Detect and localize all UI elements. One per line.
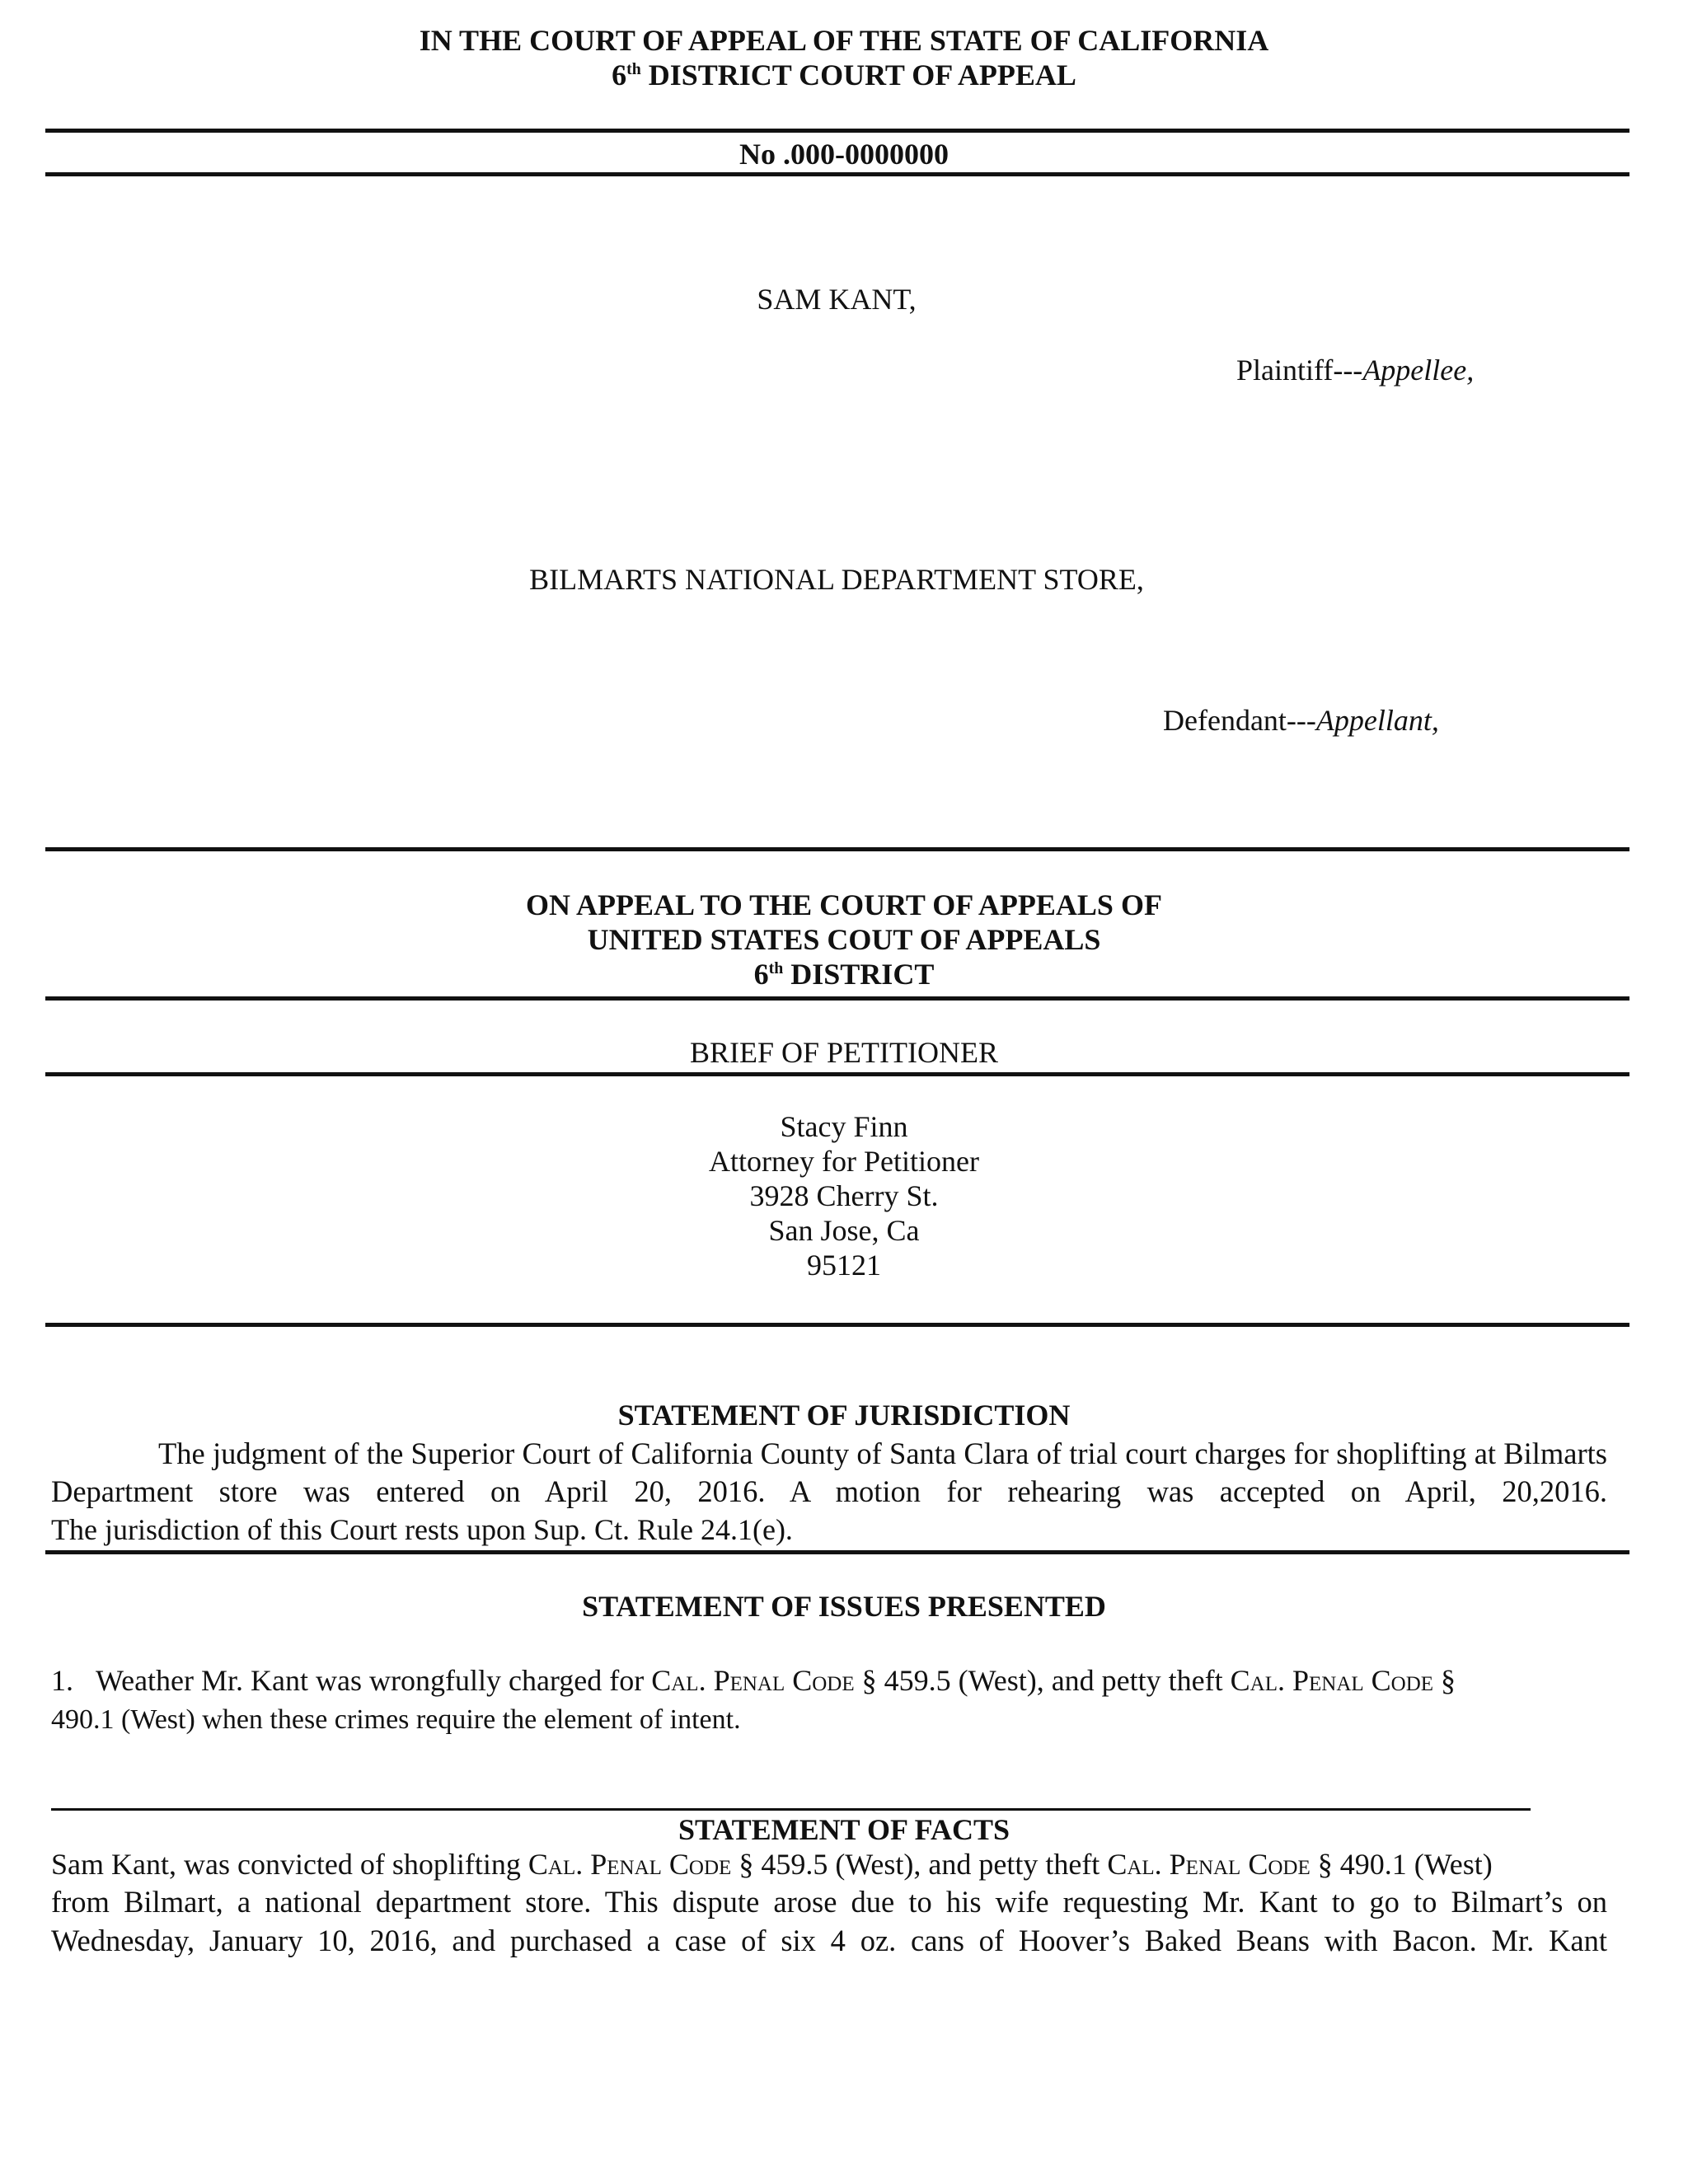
header-rule-bottom xyxy=(45,172,1629,176)
defendant-role-label: Defendant--- xyxy=(1163,704,1316,737)
issues-heading: STATEMENT OF ISSUES PRESENTED xyxy=(582,1590,1106,1623)
attorney-city: San Jose, Ca xyxy=(768,1214,920,1247)
facts-citation-2: Cal. Penal Code xyxy=(1107,1848,1311,1881)
issue-1-continued: 490.1 (West) when these crimes require the element of intent. xyxy=(51,1704,741,1735)
header-rule-top xyxy=(45,129,1629,133)
issues-rule xyxy=(51,1808,1531,1811)
plaintiff-role-label: Plaintiff--- xyxy=(1236,354,1363,387)
plaintiff-name: SAM KANT, xyxy=(757,283,917,316)
issue-number: 1. xyxy=(51,1664,73,1697)
defendant-role xyxy=(1163,703,1439,738)
attorney-street: 3928 Cherry St. xyxy=(749,1179,939,1212)
facts-citation-1: Cal. Penal Code xyxy=(528,1848,732,1881)
attorney-rule xyxy=(45,1323,1629,1327)
court-district xyxy=(0,58,1688,92)
jurisdiction-rule xyxy=(45,1550,1629,1554)
case-number: No .000-0000000 xyxy=(739,138,949,171)
facts-text-b: § 459.5 (West), and petty theft xyxy=(731,1848,1108,1881)
appeal-district-label: DISTRICT xyxy=(783,958,935,991)
brief-rule xyxy=(45,1072,1629,1076)
plaintiff-role-appellee: Appellee, xyxy=(1362,354,1475,387)
facts-text-c: § 490.1 (West) xyxy=(1310,1848,1493,1881)
defendant-name: BILMARTS NATIONAL DEPARTMENT STORE, xyxy=(529,563,1144,596)
brief-title: BRIEF OF PETITIONER xyxy=(689,1036,998,1069)
facts-heading: STATEMENT OF FACTS xyxy=(678,1813,1010,1846)
issue-citation-2: Cal. Penal Code xyxy=(1230,1664,1434,1697)
jurisdiction-paragraph: The judgment of the Superior Court of California County of Santa Clara of trial court charges for shoplifting at Bilmarts Department store was entered on April 20, 2016. A motion for rehearing was accepted on April, 20,2016. xyxy=(51,1436,1607,1508)
jurisdiction-last-line: The jurisdiction of this Court rests upon Sup. Ct. Rule 24.1(e). xyxy=(51,1513,793,1546)
attorney-title: Attorney for Petitioner xyxy=(709,1145,979,1178)
facts-line-2: from Bilmart, a national department store. This dispute arose due to his wife requesting Mr. Kant to go to Bilmart’s on xyxy=(51,1885,1607,1919)
appeal-district-number: 6 xyxy=(753,958,769,991)
district-label: DISTRICT COURT OF APPEAL xyxy=(640,59,1076,91)
issue-text-c: § xyxy=(1433,1664,1456,1697)
ordinal-suffix: th xyxy=(626,60,641,78)
issue-1 xyxy=(51,1663,1617,1698)
court-name: IN THE COURT OF APPEAL OF THE STATE OF CALIFORNIA xyxy=(419,24,1269,57)
jurisdiction-heading: STATEMENT OF JURISDICTION xyxy=(617,1399,1071,1432)
appeal-line-2: UNITED STATES COUT OF APPEALS xyxy=(587,923,1101,956)
facts-line-3: Wednesday, January 10, 2016, and purchased a case of six 4 oz. cans of Hoover’s Baked Beans with Bacon. Mr. Kant xyxy=(51,1924,1607,1957)
attorney-name: Stacy Finn xyxy=(780,1110,908,1143)
appeal-rule xyxy=(45,996,1629,1001)
parties-rule xyxy=(45,847,1629,851)
defendant-role-appellant: Appellant, xyxy=(1315,704,1439,737)
facts-line-1 xyxy=(51,1847,1493,1882)
attorney-zip: 95121 xyxy=(807,1249,881,1282)
appeal-line-1: ON APPEAL TO THE COURT OF APPEALS OF xyxy=(526,888,1162,921)
plaintiff-role xyxy=(1236,353,1474,387)
district-number: 6 xyxy=(612,59,627,91)
issue-text-b: § 459.5 (West), and petty theft xyxy=(854,1664,1231,1697)
appeal-ordinal-suffix: th xyxy=(768,959,784,977)
issue-text-a: Weather Mr. Kant was wrongfully charged for xyxy=(96,1664,652,1697)
issue-citation-1: Cal. Penal Code xyxy=(651,1664,855,1697)
appeal-line-3 xyxy=(0,957,1688,991)
facts-text-a: Sam Kant, was convicted of shoplifting xyxy=(51,1848,528,1881)
